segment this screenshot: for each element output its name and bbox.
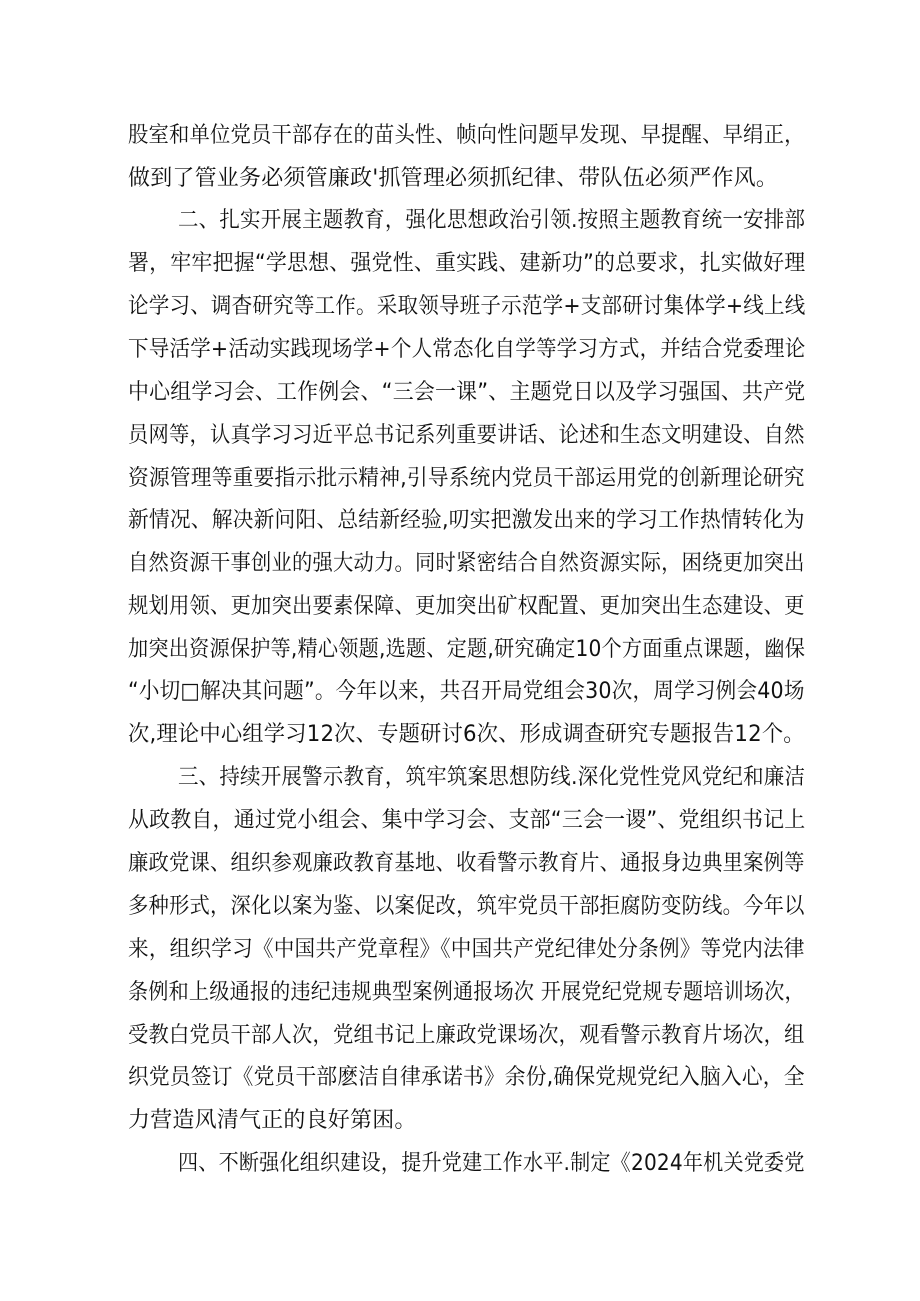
text-line-20: 来，组织学习《中国共产党章程》《中国共产党纪律处分条例》等党内法律: [128, 937, 805, 962]
text-line-5: 论学习、调杳研究等工作。采取领导班子示范学+支部研讨集体学+线上线: [128, 294, 806, 319]
text-line-8: 员网等，认真学习习近平总书记系列重要讲话、论述和生态文明建设、自然: [128, 423, 805, 448]
text-line-24: 力营造风清气正的良好第困。: [128, 1108, 417, 1133]
text-line-15: 次,理论中心组学习12次、专题研讨6次、形成调查研究专题报告12个。: [128, 722, 805, 747]
text-line-6: 下导活学+活动实践现场学+个人常态化自学等学习方式，并结合党委理论: [128, 337, 806, 362]
text-line-22: 受教白党员干部人次，党组书记上廉政党课场次，观看警示教育片场次，组: [128, 1023, 805, 1048]
text-line-17: 从政教自，通过党小组会、集中学习会、支部“三会一谡”、党组织书记上: [128, 808, 806, 833]
text-line-25: 四、不断强化组织建设，提升党建工作水平.制定《2024年机关党委党: [178, 1151, 805, 1176]
text-line-1: 股室和单位党员干部存在的苗头性、帧向性问题早发现、早提醒、早绢正，: [128, 123, 805, 148]
text-line-14: “小切□解决其问题”。今年以来，共召开局党组会30次，周学习例会40场: [128, 679, 805, 704]
text-line-10: 新情况、解决新问阳、总结新经验,叨实把激发出来的学习工作热情转化为: [128, 508, 805, 533]
text-line-2: 做到了管业务必须管廉政'抓管理必须抓纪律、带队伍必须严作风。: [128, 166, 779, 191]
text-line-13: 加突出资源保护等,精心领题,选题、定题,研究确定10个方面重点课题，幽保: [128, 637, 806, 662]
text-line-18: 廉政党课、组织参观廉政教育基地、收看警示教育片、通报身边典里案例等: [128, 851, 805, 876]
text-line-21: 条例和上级通报的违纪违规典型案例通报场次 开展党纪党规专题培训场次，: [128, 980, 805, 1005]
text-line-11: 自然资源干事创业的强大动力。同时紧密结合自然资源实际，困绕更加突出: [128, 551, 805, 576]
text-line-19: 多种形式，深化以案为鉴、以案促改，筑牢党员干部拒腐防变防线。今年以: [128, 894, 805, 919]
text-line-23: 织党员签订《党员干部麽洁自律承诺书》余份,确保党规党纪入脑入心，全: [128, 1065, 805, 1090]
text-line-9: 资源管理等重要指示批示精神,引导系统内党员干部运用党的创新理论研究: [128, 466, 805, 491]
text-line-7: 中心组学习会、工作例会、“三会一课”、主题党日以及学习强国、共产党: [128, 380, 806, 405]
text-line-4: 署，牢牢把握“学思想、强党性、重实践、建新功”的总要求，扎实做好理: [128, 251, 806, 276]
text-line-12: 规划用领、更加突出要素保障、更加突出矿权配置、更加突出生态建设、更: [128, 594, 805, 619]
text-line-16: 三、持续开展警示教育，筑牢筑案思想防线.深化党性党风党纪和廉洁: [178, 765, 806, 790]
text-line-3: 二、扎实开展主题教育，强化思想政治引领.按照主题教育统一安排部: [178, 208, 806, 233]
